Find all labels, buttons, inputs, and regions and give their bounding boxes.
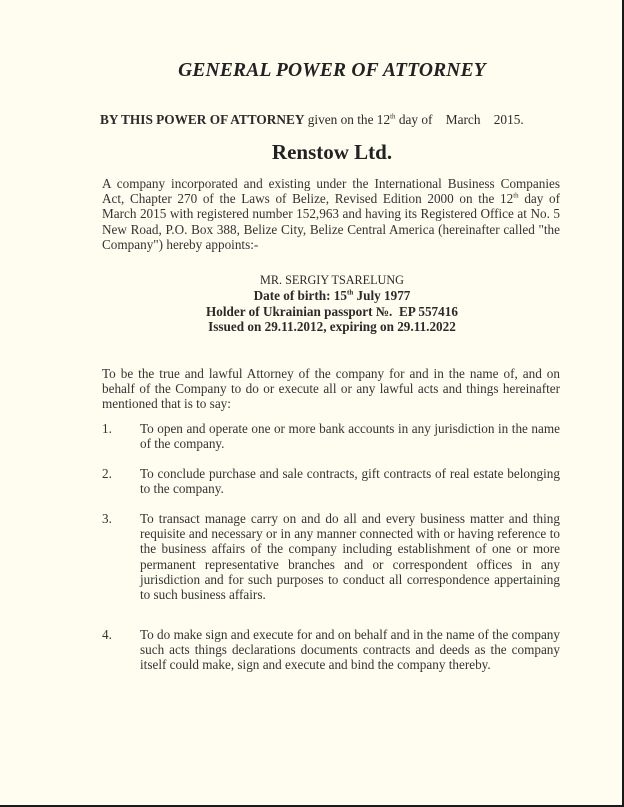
- appointee-passport: Holder of Ukrainian passport №. EP 557416: [206, 303, 458, 319]
- company-name: Renstow Ltd.: [271, 140, 393, 164]
- intro-rest: day of March 2015.: [395, 112, 524, 127]
- intro-text: given on the 12: [304, 112, 391, 127]
- list-item: [102, 466, 560, 496]
- appointee-dob: [0, 288, 624, 303]
- appointee-issued: Issued on 29.11.2012, expiring on 29.11.2022: [208, 319, 456, 335]
- company-paragraph-part2: day of March 2015 with registered number 152,963 and having its Registered Office at No. 5 New Road, P.O. Box 388, Belize City, Belize Central America (hereinafter called "the Company") hereby appoints:-: [102, 191, 560, 252]
- intro-bold-prefix: BY THIS POWER OF ATTORNEY: [100, 112, 305, 127]
- document-title: GENERAL POWER OF ATTORNEY: [178, 60, 486, 81]
- list-item: [102, 511, 560, 602]
- dob-sup: th: [347, 289, 354, 298]
- list-item-text: To conclude purchase and sale contracts, gift contracts of real estate belonging to the company.: [140, 466, 560, 497]
- list-item: [102, 421, 560, 451]
- list-item-number: 1.: [102, 421, 112, 436]
- list-item-text: To transact manage carry on and do all and every business matter and thing requisite and necessary or in any manner connected with or having reference to the business affairs of the company including establishment of one or more permanent representative branches and or correspondent offices in any jurisdiction and for such purposes to conduct all correspondence appertaining to such business affairs.: [140, 511, 560, 603]
- company-paragraph-sup: th: [513, 191, 519, 200]
- dob-prefix: Date of birth: 15: [253, 288, 347, 304]
- dob-rest: July 1977: [353, 288, 411, 304]
- list-item-text: To do make sign and execute for and on behalf and in the name of the company such acts things declarations documents contracts and deeds as the company itself could make, sign and execute and bind the company thereby.: [140, 627, 560, 673]
- company-paragraph-part1: A company incorporated and existing under the International Business Companies Act, Chapter 270 of the Laws of Belize, Revised Edition 2000 on the 12: [102, 176, 560, 207]
- list-item-number: 3.: [102, 511, 112, 526]
- list-item-number: 2.: [102, 466, 112, 481]
- appointee-name: MR. SERGIY TSARELUNG: [260, 273, 404, 287]
- list-item-number: 4.: [102, 627, 112, 642]
- appointee-block: [0, 273, 624, 335]
- authority-paragraph: To be the true and lawful Attorney of the company for and in the name of, and on behalf of the Company to do or execute all or any lawful acts and things hereinafter mentioned that is to say:: [102, 366, 560, 412]
- intro-sup: th: [390, 112, 396, 121]
- intro-line: [100, 112, 524, 128]
- list-item-text: To open and operate one or more bank accounts in any jurisdiction in the name of the company.: [140, 421, 560, 452]
- company-paragraph: [102, 176, 560, 252]
- list-item: [102, 627, 560, 673]
